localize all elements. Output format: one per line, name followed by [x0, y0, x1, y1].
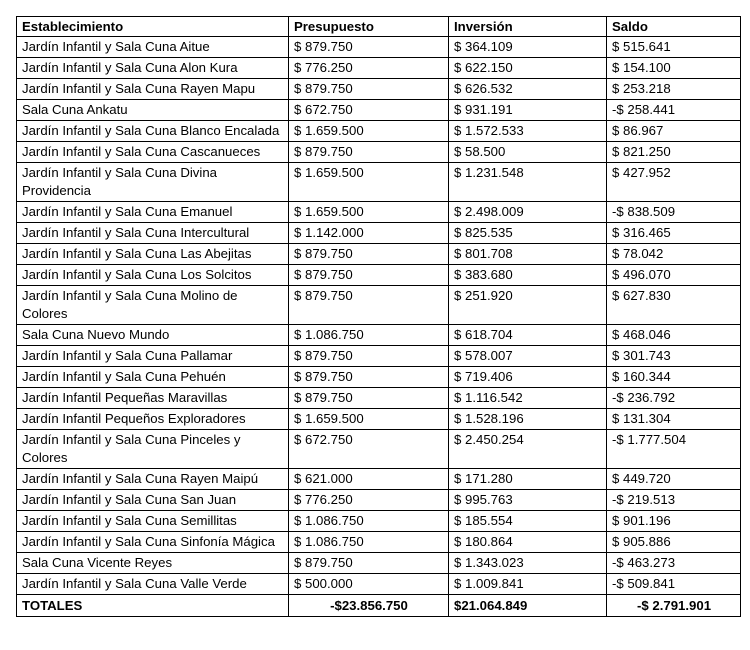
cell-presupuesto: $ 1.659.500 — [289, 163, 449, 202]
table-row — [17, 100, 741, 121]
cell-presupuesto: $ 879.750 — [289, 244, 449, 265]
cell-saldo: -$ 463.273 — [607, 553, 741, 574]
cell-presupuesto: $ 776.250 — [289, 490, 449, 511]
cell-presupuesto: $ 1.086.750 — [289, 511, 449, 532]
table-row — [17, 244, 741, 265]
cell-presupuesto: $ 621.000 — [289, 469, 449, 490]
cell-establecimiento: Jardín Infantil y Sala Cuna Molino de Colores — [17, 286, 289, 325]
table-row — [17, 58, 741, 79]
totals-label: TOTALES — [17, 595, 289, 617]
cell-presupuesto: $ 879.750 — [289, 367, 449, 388]
cell-presupuesto: $ 672.750 — [289, 430, 449, 469]
header-inversion: Inversión — [449, 17, 607, 37]
cell-inversion: $ 171.280 — [449, 469, 607, 490]
table-row — [17, 367, 741, 388]
cell-inversion: $ 1.528.196 — [449, 409, 607, 430]
cell-saldo: -$ 258.441 — [607, 100, 741, 121]
cell-establecimiento: Jardín Infantil y Sala Cuna Pehuén — [17, 367, 289, 388]
cell-establecimiento: Jardín Infantil y Sala Cuna Valle Verde — [17, 574, 289, 595]
totals-presupuesto: -$23.856.750 — [289, 595, 449, 617]
cell-inversion: $ 1.116.542 — [449, 388, 607, 409]
cell-presupuesto: $ 879.750 — [289, 37, 449, 58]
cell-saldo: $ 86.967 — [607, 121, 741, 142]
table-row — [17, 409, 741, 430]
cell-saldo: $ 627.830 — [607, 286, 741, 325]
cell-inversion: $ 618.704 — [449, 325, 607, 346]
cell-saldo: $ 515.641 — [607, 37, 741, 58]
cell-saldo: $ 316.465 — [607, 223, 741, 244]
cell-saldo: -$ 838.509 — [607, 202, 741, 223]
table-row — [17, 574, 741, 595]
cell-inversion: $ 578.007 — [449, 346, 607, 367]
table-row — [17, 37, 741, 58]
cell-inversion: $ 801.708 — [449, 244, 607, 265]
cell-inversion: $ 825.535 — [449, 223, 607, 244]
budget-table-container — [16, 16, 741, 617]
cell-presupuesto: $ 1.659.500 — [289, 202, 449, 223]
cell-presupuesto: $ 879.750 — [289, 286, 449, 325]
table-row — [17, 325, 741, 346]
cell-presupuesto: $ 500.000 — [289, 574, 449, 595]
cell-saldo: $ 253.218 — [607, 79, 741, 100]
table-row — [17, 79, 741, 100]
cell-establecimiento: Jardín Infantil y Sala Cuna Sinfonía Mágica — [17, 532, 289, 553]
cell-presupuesto: $ 879.750 — [289, 142, 449, 163]
cell-presupuesto: $ 879.750 — [289, 265, 449, 286]
table-row — [17, 532, 741, 553]
cell-inversion: $ 185.554 — [449, 511, 607, 532]
cell-inversion: $ 58.500 — [449, 142, 607, 163]
cell-establecimiento: Jardín Infantil y Sala Cuna Rayen Maipú — [17, 469, 289, 490]
table-row — [17, 163, 741, 202]
cell-saldo: $ 821.250 — [607, 142, 741, 163]
cell-saldo: -$ 1.777.504 — [607, 430, 741, 469]
cell-establecimiento: Jardín Infantil y Sala Cuna Divina Providencia — [17, 163, 289, 202]
header-presupuesto: Presupuesto — [289, 17, 449, 37]
table-row — [17, 430, 741, 469]
cell-establecimiento: Jardín Infantil y Sala Cuna Pinceles y Colores — [17, 430, 289, 469]
cell-saldo: $ 496.070 — [607, 265, 741, 286]
table-row — [17, 223, 741, 244]
cell-inversion: $ 180.864 — [449, 532, 607, 553]
cell-establecimiento: Jardín Infantil y Sala Cuna Blanco Encalada — [17, 121, 289, 142]
cell-establecimiento: Jardín Infantil y Sala Cuna Semillitas — [17, 511, 289, 532]
table-row — [17, 202, 741, 223]
cell-saldo: -$ 219.513 — [607, 490, 741, 511]
cell-establecimiento: Jardín Infantil y Sala Cuna Emanuel — [17, 202, 289, 223]
cell-saldo: $ 160.344 — [607, 367, 741, 388]
cell-presupuesto: $ 672.750 — [289, 100, 449, 121]
table-row — [17, 346, 741, 367]
cell-inversion: $ 2.498.009 — [449, 202, 607, 223]
cell-inversion: $ 1.572.533 — [449, 121, 607, 142]
cell-inversion: $ 1.231.548 — [449, 163, 607, 202]
cell-inversion: $ 931.191 — [449, 100, 607, 121]
cell-saldo: $ 449.720 — [607, 469, 741, 490]
cell-establecimiento: Jardín Infantil y Sala Cuna Intercultural — [17, 223, 289, 244]
cell-establecimiento: Jardín Infantil y Sala Cuna Las Abejitas — [17, 244, 289, 265]
cell-inversion: $ 2.450.254 — [449, 430, 607, 469]
cell-establecimiento: Jardín Infantil y Sala Cuna Cascanueces — [17, 142, 289, 163]
cell-inversion: $ 251.920 — [449, 286, 607, 325]
table-row — [17, 469, 741, 490]
header-establecimiento: Establecimiento — [17, 17, 289, 37]
cell-presupuesto: $ 1.086.750 — [289, 325, 449, 346]
cell-establecimiento: Sala Cuna Ankatu — [17, 100, 289, 121]
table-row — [17, 286, 741, 325]
table-body — [17, 37, 741, 595]
table-row — [17, 553, 741, 574]
cell-presupuesto: $ 776.250 — [289, 58, 449, 79]
cell-saldo: $ 78.042 — [607, 244, 741, 265]
cell-saldo: $ 301.743 — [607, 346, 741, 367]
cell-establecimiento: Jardín Infantil y Sala Cuna San Juan — [17, 490, 289, 511]
cell-inversion: $ 622.150 — [449, 58, 607, 79]
cell-establecimiento: Jardín Infantil y Sala Cuna Rayen Mapu — [17, 79, 289, 100]
header-saldo: Saldo — [607, 17, 741, 37]
cell-presupuesto: $ 1.659.500 — [289, 121, 449, 142]
cell-presupuesto: $ 879.750 — [289, 553, 449, 574]
totals-inversion: $21.064.849 — [449, 595, 607, 617]
table-row — [17, 490, 741, 511]
cell-saldo: -$ 509.841 — [607, 574, 741, 595]
cell-inversion: $ 1.009.841 — [449, 574, 607, 595]
cell-establecimiento: Jardín Infantil y Sala Cuna Alon Kura — [17, 58, 289, 79]
cell-presupuesto: $ 1.142.000 — [289, 223, 449, 244]
table-header-row — [17, 17, 741, 37]
cell-inversion: $ 364.109 — [449, 37, 607, 58]
table-row — [17, 142, 741, 163]
cell-saldo: $ 154.100 — [607, 58, 741, 79]
table-row — [17, 265, 741, 286]
cell-establecimiento: Jardín Infantil y Sala Cuna Pallamar — [17, 346, 289, 367]
table-row — [17, 511, 741, 532]
cell-saldo: $ 905.886 — [607, 532, 741, 553]
cell-saldo: $ 427.952 — [607, 163, 741, 202]
cell-establecimiento: Jardín Infantil y Sala Cuna Aitue — [17, 37, 289, 58]
table-row — [17, 121, 741, 142]
cell-saldo: -$ 236.792 — [607, 388, 741, 409]
cell-presupuesto: $ 1.659.500 — [289, 409, 449, 430]
cell-establecimiento: Jardín Infantil Pequeños Exploradores — [17, 409, 289, 430]
cell-establecimiento: Sala Cuna Nuevo Mundo — [17, 325, 289, 346]
cell-presupuesto: $ 879.750 — [289, 346, 449, 367]
cell-inversion: $ 1.343.023 — [449, 553, 607, 574]
totals-row — [17, 595, 741, 617]
budget-table — [16, 16, 741, 617]
cell-establecimiento: Jardín Infantil y Sala Cuna Los Solcitos — [17, 265, 289, 286]
cell-establecimiento: Sala Cuna Vicente Reyes — [17, 553, 289, 574]
cell-presupuesto: $ 879.750 — [289, 79, 449, 100]
cell-presupuesto: $ 879.750 — [289, 388, 449, 409]
cell-saldo: $ 901.196 — [607, 511, 741, 532]
cell-establecimiento: Jardín Infantil Pequeñas Maravillas — [17, 388, 289, 409]
cell-presupuesto: $ 1.086.750 — [289, 532, 449, 553]
table-row — [17, 388, 741, 409]
cell-saldo: $ 131.304 — [607, 409, 741, 430]
cell-inversion: $ 626.532 — [449, 79, 607, 100]
cell-saldo: $ 468.046 — [607, 325, 741, 346]
totals-saldo: -$ 2.791.901 — [607, 595, 741, 617]
cell-inversion: $ 383.680 — [449, 265, 607, 286]
cell-inversion: $ 995.763 — [449, 490, 607, 511]
cell-inversion: $ 719.406 — [449, 367, 607, 388]
